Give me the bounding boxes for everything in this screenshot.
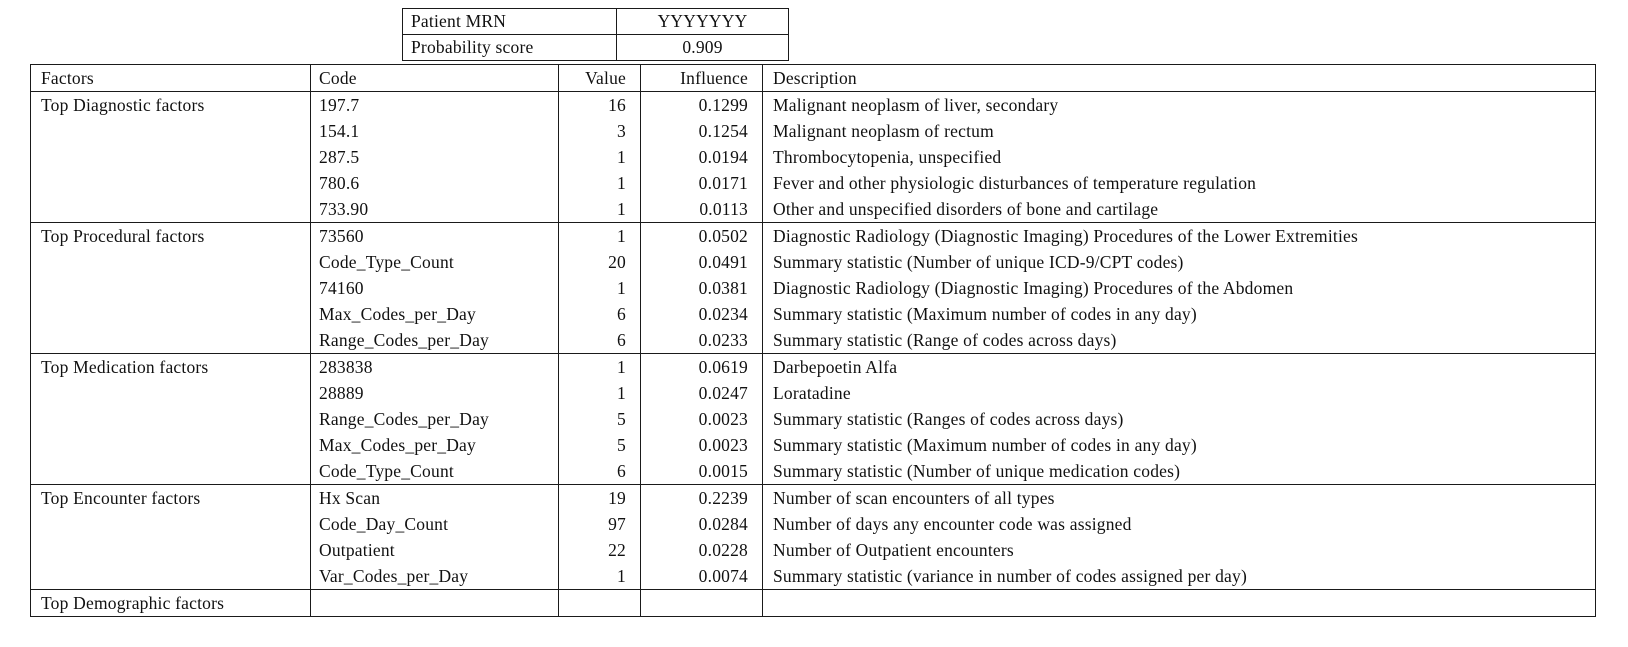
influence-cell: 0.0015 [641, 458, 763, 485]
description-cell: Fever and other physiologic disturbances of temperature regulation [763, 170, 1596, 196]
description-cell: Loratadine [763, 380, 1596, 406]
factor-section [31, 590, 1596, 617]
value-cell: 5 [559, 432, 641, 458]
patient-info-value: 0.909 [617, 35, 789, 61]
patient-info-label: Patient MRN [403, 9, 617, 35]
patient-info-body [403, 9, 789, 61]
column-header-description: Description [763, 65, 1596, 92]
value-cell [559, 590, 641, 617]
description-cell: Summary statistic (Maximum number of codes in any day) [763, 432, 1596, 458]
influence-cell: 0.0491 [641, 249, 763, 275]
description-cell: Summary statistic (Maximum number of codes in any day) [763, 301, 1596, 327]
code-cell: Outpatient [311, 537, 559, 563]
column-header-value: Value [559, 65, 641, 92]
influence-cell: 0.0284 [641, 511, 763, 537]
influence-cell [641, 590, 763, 617]
code-cell: 283838 [311, 354, 559, 381]
influence-cell: 0.0171 [641, 170, 763, 196]
description-cell: Darbepoetin Alfa [763, 354, 1596, 381]
patient-info-row [403, 35, 789, 61]
value-cell: 19 [559, 485, 641, 512]
patient-info-table [402, 8, 789, 61]
code-cell: Var_Codes_per_Day [311, 563, 559, 590]
value-cell: 1 [559, 144, 641, 170]
influence-cell: 0.0502 [641, 223, 763, 250]
description-cell: Summary statistic (Range of codes across days) [763, 327, 1596, 354]
factors-header-row [31, 65, 1596, 92]
description-cell: Thrombocytopenia, unspecified [763, 144, 1596, 170]
patient-info-row [403, 9, 789, 35]
value-cell: 1 [559, 354, 641, 381]
factor-group-cell: Top Encounter factors [31, 485, 311, 590]
column-header-code: Code [311, 65, 559, 92]
influence-cell: 0.0194 [641, 144, 763, 170]
factors-table [30, 64, 1596, 617]
factor-section [31, 354, 1596, 485]
table-row [31, 485, 1596, 512]
influence-cell: 0.0228 [641, 537, 763, 563]
description-cell [763, 590, 1596, 617]
value-cell: 6 [559, 301, 641, 327]
code-cell: Max_Codes_per_Day [311, 301, 559, 327]
value-cell: 6 [559, 327, 641, 354]
patient-info-label: Probability score [403, 35, 617, 61]
code-cell: 780.6 [311, 170, 559, 196]
column-header-influence: Influence [641, 65, 763, 92]
influence-cell: 0.2239 [641, 485, 763, 512]
table-row [31, 223, 1596, 250]
column-header-factors: Factors [31, 65, 311, 92]
table-row [31, 590, 1596, 617]
value-cell: 5 [559, 406, 641, 432]
code-cell: Range_Codes_per_Day [311, 406, 559, 432]
patient-info-value: YYYYYYY [617, 9, 789, 35]
influence-cell: 0.0113 [641, 196, 763, 223]
influence-cell: 0.0023 [641, 432, 763, 458]
value-cell: 1 [559, 563, 641, 590]
description-cell: Malignant neoplasm of liver, secondary [763, 92, 1596, 119]
influence-cell: 0.1254 [641, 118, 763, 144]
description-cell: Diagnostic Radiology (Diagnostic Imaging) Procedures of the Abdomen [763, 275, 1596, 301]
influence-cell: 0.1299 [641, 92, 763, 119]
value-cell: 1 [559, 170, 641, 196]
description-cell: Other and unspecified disorders of bone and cartilage [763, 196, 1596, 223]
value-cell: 3 [559, 118, 641, 144]
description-cell: Number of Outpatient encounters [763, 537, 1596, 563]
code-cell: Code_Type_Count [311, 458, 559, 485]
description-cell: Summary statistic (variance in number of codes assigned per day) [763, 563, 1596, 590]
influence-cell: 0.0619 [641, 354, 763, 381]
value-cell: 1 [559, 380, 641, 406]
factor-section [31, 485, 1596, 590]
value-cell: 1 [559, 223, 641, 250]
code-cell: Range_Codes_per_Day [311, 327, 559, 354]
description-cell: Malignant neoplasm of rectum [763, 118, 1596, 144]
factor-section [31, 92, 1596, 223]
value-cell: 20 [559, 249, 641, 275]
code-cell: Code_Type_Count [311, 249, 559, 275]
code-cell: Hx Scan [311, 485, 559, 512]
code-cell: 733.90 [311, 196, 559, 223]
value-cell: 1 [559, 275, 641, 301]
value-cell: 97 [559, 511, 641, 537]
factor-group-cell: Top Diagnostic factors [31, 92, 311, 223]
value-cell: 1 [559, 196, 641, 223]
description-cell: Diagnostic Radiology (Diagnostic Imaging) Procedures of the Lower Extremities [763, 223, 1596, 250]
factor-section [31, 223, 1596, 354]
code-cell: 287.5 [311, 144, 559, 170]
code-cell: 74160 [311, 275, 559, 301]
code-cell [311, 590, 559, 617]
description-cell: Summary statistic (Ranges of codes across days) [763, 406, 1596, 432]
factors-table-head [31, 65, 1596, 92]
code-cell: 154.1 [311, 118, 559, 144]
description-cell: Number of days any encounter code was assigned [763, 511, 1596, 537]
influence-cell: 0.0023 [641, 406, 763, 432]
value-cell: 22 [559, 537, 641, 563]
influence-cell: 0.0233 [641, 327, 763, 354]
value-cell: 16 [559, 92, 641, 119]
value-cell: 6 [559, 458, 641, 485]
influence-cell: 0.0074 [641, 563, 763, 590]
factor-group-cell: Top Demographic factors [31, 590, 311, 617]
code-cell: Code_Day_Count [311, 511, 559, 537]
code-cell: 197.7 [311, 92, 559, 119]
table-row [31, 92, 1596, 119]
description-cell: Summary statistic (Number of unique medication codes) [763, 458, 1596, 485]
code-cell: 73560 [311, 223, 559, 250]
influence-cell: 0.0247 [641, 380, 763, 406]
factor-group-cell: Top Medication factors [31, 354, 311, 485]
factor-group-cell: Top Procedural factors [31, 223, 311, 354]
description-cell: Summary statistic (Number of unique ICD-9/CPT codes) [763, 249, 1596, 275]
code-cell: 28889 [311, 380, 559, 406]
description-cell: Number of scan encounters of all types [763, 485, 1596, 512]
influence-cell: 0.0381 [641, 275, 763, 301]
influence-cell: 0.0234 [641, 301, 763, 327]
code-cell: Max_Codes_per_Day [311, 432, 559, 458]
table-row [31, 354, 1596, 381]
